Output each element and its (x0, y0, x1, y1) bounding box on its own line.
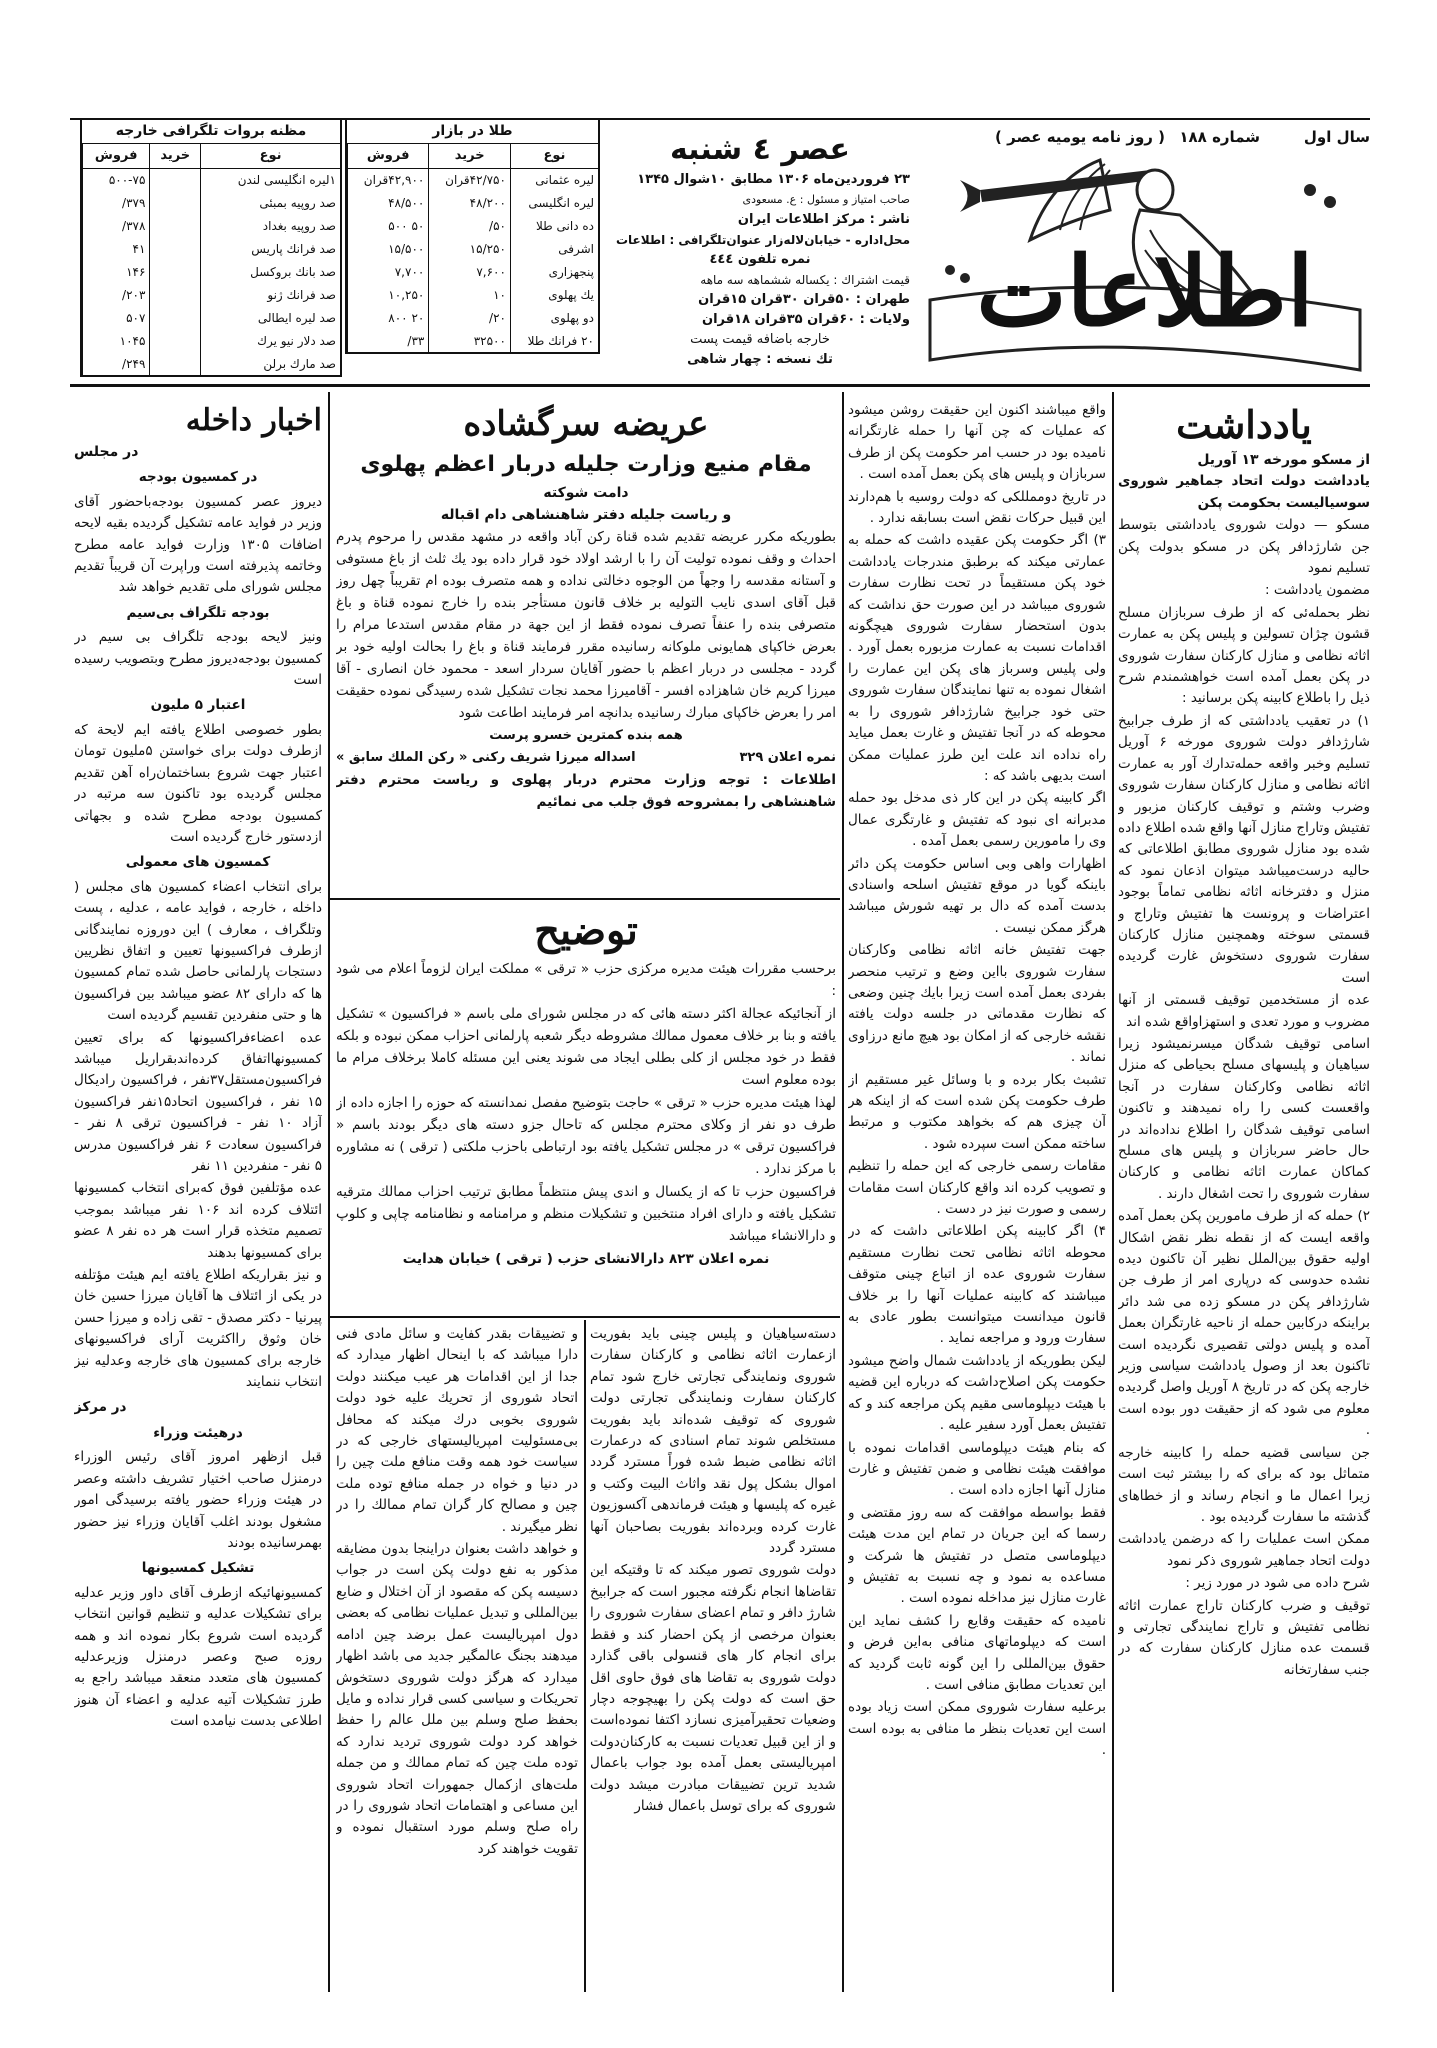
fx-cell: صد مارك برلن (201, 352, 340, 375)
demands-para: دولت شوروی تصور ميكند كه تا وقتيكه اين تقاضاها انجام نگرفته مجبور است كه جرابيخ شارژ دافر و تمام اعضای سفارت شوروی را بعنوان مرخصی از پكن احضار كند و فقط برای انجام كار های قنسولی باقی گذارد دولت شوروی به تقاضا های فوق حاوی اقل حق است كه دولت پكن را بهيچوجه دچار وضعيات تحقيرآميزی نسازد اكتفا نموده‌است و از اين قبيل تعديات نسبت به كاركنان‌دولت امپرياليستی بعمل آمده بود جواب باعمال شديد ترين تضييقات مبادرت ميشد دولت شوروی كه برای توسل باعمال فشار (590, 1562, 836, 1814)
memo-cont-para: اگر كابينه پكن در اين كار ذی مدخل بود حمله مدبرانه ای نبود كه تفتيش و غارتگری عمال وی را مامورين رسمی بعمل آمده . (848, 790, 1106, 850)
memo-cont-para: ناميده كه حقيقت وقايع را كشف نمايد اين است كه ديپلوماتهای منافی به‌اين فرض و حقوق بين‌المللی را اين گونه ثابت گرديد كه اين تعديات مطابق منافی است . (848, 1612, 1106, 1693)
fx-row (83, 214, 341, 237)
section-divider (330, 898, 840, 900)
memo-cont-para: فقط بواسطه موافقت كه سه روز مقتضی و رسما كه اين جريان در تمام اين مدت هيئت ديپلوماسی متصل در تفتيش ها شركت و مساعده به نمود و چه نسبت به تفتيش و غارت منازل نيز مداخله نموده است . (848, 1504, 1106, 1607)
fx-cell (150, 260, 201, 283)
gold-cell: ۳۳/ (348, 329, 429, 352)
memo-cont-para: تشبث بكار برده و با وسائل غير مستقيم از طرف حكومت پكن شده است كه از اينكه هر آن چيزی هم كه بخواهد مكتوب و مرتبط ساخته ممكن است سپرده شود . (848, 1071, 1106, 1152)
clarification-title: توضيح (534, 907, 638, 954)
statement-para: و تضييقات بقدر كفايت و سائل مادی فنی دارا ميباشد كه با اينحال اظهار ميدارد كه جدا از اين اقدامات هر عيب ميكنند دولت اتحاد شوروی از تحريك عليه خود دولت شوروی بخوبی درك ميكند كه محافل بی‌مسئوليت امپرياليستهای خارجی كه در سياست خود همه وقت منافع ملت چين را در دنيا و خواه در جمله منافع توده ملت چين و مصالح كار گران تمام ممالك را در نظر ميگيرند . (336, 1326, 578, 1535)
column-domestic-news (74, 400, 322, 2040)
date-line: ۲۳ فروردين‌ماه ۱۳۰۶ مطابق ۱۰شوال ۱۳۴۵ (637, 172, 910, 187)
fx-row (83, 237, 341, 260)
owner-line: صاحب امتياز و مسئول : ع. مسعودی (742, 193, 910, 206)
gold-cell: ليره انگليسی (510, 191, 598, 214)
fx-cell (150, 283, 201, 306)
petition-notice-number: نمره اعلان ۳۲۹ (739, 750, 836, 765)
memo-cont-para: اظهارات واهی وبی اساس حكومت پكن دائر باينكه گويا در موقع تفتيش اسلحه واسنادی بدست آمده كه دال بر تهيه شورش ميباشد هرگز ممكن نيست . (848, 855, 1106, 936)
gold-cell: ۲۰ فرانك طلا (510, 329, 598, 352)
news-heading: بودجه تلگراف بی‌سيم (126, 604, 270, 621)
gold-cell: يك پهلوی (510, 283, 598, 306)
gold-cell: ۱۵/۵۰۰ (348, 237, 429, 260)
memo-para: يادداشت دولت اتحاد جماهير شوروی سوسياليست بحكومت پكن (1118, 473, 1370, 511)
gold-cell: اشرفی (510, 237, 598, 260)
fx-cell: صد روپيه بغداد (201, 214, 340, 237)
clarification-para: لهذا هيئت مديره حزب « ترقی » حاجت بتوضيح مفصل نمدانسته كه حوزه را اجازه داده از طرف دو نفر از وكلای محترم مجلس كه تاحال جزو دسته های ديگر بودند باسم « فراكسيون ترقی » در مجلس تشكيل يافته بود ارتباطی باحزب ملكتی ( ترقی ) نه مشاوره با مركز ندارد . (336, 1095, 836, 1177)
gold-table-grid (347, 144, 598, 352)
fx-cell: ۴۱ (83, 237, 150, 260)
party-clarification (336, 904, 836, 1312)
memo-title: يادداشت (1176, 402, 1312, 447)
subscription-tehran: طهران : ۵۰قران ۳۰قران ۱۵قران (698, 292, 910, 307)
memo-cont-para: واقع ميباشند اكنون اين حقيقت روشن ميشود كه عمليات كه چن آنها را حمله غارتگرانه ناميده بود در حسب امر حكومت پكن از طرف سربازان و پليس های پكن بعمل آمده است . (848, 402, 1106, 483)
column-divider (842, 392, 844, 1992)
petition-salutation: دامت شوكته (543, 485, 629, 501)
gold-cell: دو پهلوی (510, 306, 598, 329)
news-para: قبل ازظهر امروز آقای رئيس الوزراء درمنزل صاحب اختيار تشريف داشته وعصر در هيئت وزراء حضور يافته برسيدگی امور مشغول بودند اغلب آقايان وزراء نيز حضور بهمرسانيده بودند (74, 1449, 322, 1551)
news-para: برای انتخاب اعضاء كمسيون های مجلس ( داخله ، خارجه ، فوايد عامه ، عدليه ، پست وتلگراف ، معارف ) اين دوروزه نمايندگانی ازطرف فراكسيونها تعيين و اتفاق نظريين دستجات پارلمانی حاصل شده تمام كمسيون ها كه دارای ۸۲ عضو ميباشد بين فراكسيون ها و حتی منفردين تقسيم گرديده است (74, 878, 322, 1024)
news-para: عده اعضاءفراكسيونها كه برای تعيين كمسيونهااتفاق كرده‌اندبقراريل ميباشد فراكسيون‌مستقل‌۳۷نفر ، فراكسيون راديكال ۱۵ نفر ، فراكسيون اتحاد۱۵نفر فراكسيون آزاد ۱۰ نفر - فراكسيون ترقی ۸ نفر - فراكسيون سعادت ۶ نفر فراكسيون مدرس ۵ نفر - منفردين ۱۱ نفر (74, 1029, 322, 1174)
memo-cont-para: جهت تفتيش خانه اثاثه نظامی وكاركنان سفارت شوروی بااين وضع و ترتيب منحصر بفردی بعمل آمده است زيرا بايك چنين وضعی كه نظارت مقدماتی در جلسه دولت يافته نقشه خارجی كه از امكان بود هيچ مانع درزاوی نماند . (848, 942, 1106, 1066)
fx-cell (150, 168, 201, 191)
subscription-head: قيمت اشتراك : يكساله ششماهه سه ماهه (700, 273, 910, 287)
fx-cell: ۲۰۳/ (83, 283, 150, 306)
petition-notice-row (336, 747, 836, 769)
clarification-para: از آنجائيكه عجالة اكثر دسته هائی كه در مجلس شورای ملی باسم « فراكسيون » تشكيل يافته و بنا بر خلاف معمول ممالك مشروطه ديگر شعبه پارلمانی احزاب ممكن نبوده و بلكه فقط در خود مجلس از كلی بطلی ايجاد می شوند يعنی اين مسئله كاملا برخلاف مرام ما بوده معلوم است (336, 1006, 836, 1088)
fx-cell: صد بانك بروكسل (201, 260, 340, 283)
petition-greeting: و رياست جليله دفتر شاهنشاهی دام اقباله (440, 507, 732, 523)
domestic-news-subtitle: در مجلس (74, 444, 139, 460)
fx-table-grid (82, 144, 340, 375)
fx-cell: ۵۰۰-۷۵ (83, 168, 150, 191)
gold-cell: ۴۸/۵۰۰ (348, 191, 429, 214)
fx-cell: صد دلار نيو يرك (201, 329, 340, 352)
phone-line: نمره تلفون ٤٤٤ (709, 252, 811, 267)
issue-number: شماره ۱۸۸ (1179, 128, 1260, 146)
gold-cell: ۴۸/۲۰۰ (429, 191, 511, 214)
petition-sign: همه بنده كمترين خسرو پرست (489, 728, 683, 743)
memo-cont-para: ۳) اگر حكومت پكن عقيده داشت كه حمله به عمارتی ميكند كه برطبق مندرجات يادداشت خود پكن مستقيماً در تحت نظارت سفارت شوروی ميباشد در اين صورت حق نداشت كه بدون استحضار سفارت شوروی هيچگونه اقدامات نسبت به عمارت مزبوره بعمل آورد . ولی پليس وسرباز های پكن اين عمارت را اشغال نموده به تنها نمايندگان سفارت شوروی حتی خود جرابيخ شارژدافر شوروی را به محوطه كه در آنجا تفتيش و غارت بعمل ميايد راه نداده اند علت اين طرز عمليات ممكن است بديهی باشد كه : (848, 532, 1106, 784)
fx-cell: ۲۴۹/ (83, 352, 150, 375)
memo-cont-para: كه بنام هيئت ديپلوماسی اقدامات نموده با موافقت هيئت نظامی و ضمن تفتيش و غارت منازل آنها اجازه داده است . (848, 1439, 1106, 1499)
gold-cell: ۵۰/ (429, 214, 511, 237)
news-heading: در مركز (74, 1399, 127, 1416)
masthead-bottom-rule (70, 384, 1370, 387)
petition-editor-note: اطلاعات : توجه وزارت محترم دربار پهلوی و رياست محترم دفتر شاهنشاهی را بمشروحه فوق جلب می نمائيم (336, 772, 836, 810)
memo-para: ۲) حمله كه از طرف مامورين پكن بعمل آمده واقعه ايست كه از نقطه نظر نقض اشكال اوليه حقوق بين‌الملل نظير آن تاكنون ديده نشده حدوسی كه درپاری امر از طرف جن شارژدافر پكن در مسكو زده می شد دائر براينكه دركابين حمله از ناحيه غارتگران بعمل آمده و پليس دولتی تقصيری نگرديده است تاكنون بعد از وصول يادداشت سياسی وزير خارجه پكن كه در تاريخ ۸ آوريل واصل گرديده معلوم می شود كه از حقيقت دور بوده است . (1118, 1208, 1370, 1439)
memo-cont-para: مقامات رسمی خارجی كه اين حمله را تنظيم و تصويب كرده اند واقع كاركنان است مقامات رسمی و صورت نيز در دست . (848, 1158, 1106, 1218)
news-heading: كمسيون های معمولی (125, 854, 271, 871)
fx-row (83, 352, 341, 375)
fx-cell: ۱۰۴۵ (83, 329, 150, 352)
memo-cont-para: ليكن بطوريكه از يادداشت شمال واضح ميشود حكومت پكن اصلاح‌داشت كه درباره اين قضيه با هيئت ديپلوماسی مقيم پكن مراجعه كند و كه تفتيش بعمل آورد سفير عليه . (848, 1352, 1106, 1434)
memo-cont-para: در تاريخ دوممللکی كه دولت روسيه با هم‌دارند اين قبيل حركات نقض است بسابقه ندارد . (848, 488, 1106, 527)
gold-col-buy: خريد (429, 144, 511, 168)
news-para: ديروز عصر كمسيون بودجه‌باحضور آقای وزير در فوايد عامه تشكيل گرديده بقيه لايحه اضافات ۱۳۰۵ وزارت فوايد عامه مطرح وخاتمه پذيرفته است وراپرت آن قريباً تقديم مجلس شورای ملی تقديم خواهد شد (74, 493, 322, 596)
fx-row (83, 306, 341, 329)
fx-col-type: نوع (201, 144, 340, 168)
domestic-news-title: اخبار داخله (185, 403, 322, 438)
office-line: محل‌اداره - خيابان‌لاله‌زار عنوان‌تلگرافی : اطلاعات (615, 233, 910, 247)
fx-cell: ۱ليره انگليسی لندن (201, 168, 340, 191)
fx-col-buy: خريد (150, 144, 201, 168)
fx-row (83, 283, 341, 306)
fx-row (83, 329, 341, 352)
memo-para: مسكو — دولت شوروی يادداشتی بتوسط جن شارژدافر پكن در مسكو بدولت پكن تسليم نمود (1118, 517, 1370, 577)
exchange-rate-table (80, 118, 342, 377)
news-para: و نيز بقراريكه اطلاع يافته ايم هيئت مؤتلفه در يكی از ائتلاف ها آقايان ميرزا حسين خان پيرنيا - دكتر مصدق - تقی زاده و ميرزا حسن خان وثوق رااكثريت آرای فراكسيونهای خارجه برای كمسيون های خارجه وعدليه نيز انتخاب ننمايند (74, 1267, 322, 1391)
gold-row (348, 214, 599, 237)
fx-cell: ۵۰۷ (83, 306, 150, 329)
gold-cell: ۲۰/ (429, 306, 511, 329)
gold-cell: ۴۲/۷۵۰قران (429, 168, 511, 191)
gold-cell: ليره عثمانی (510, 168, 598, 191)
masthead-title: اطلاعات (976, 235, 1314, 348)
gold-row (348, 283, 599, 306)
fx-cell: صد روپيه بمبئی (201, 191, 340, 214)
news-para: بطور خصوصی اطلاع يافته ايم لايحة كه ازطرف دولت برای خواستن ۵مليون تومان اعتبار جهت شروع بساختمان‌راه آهن تقديم مجلس گرديده بود تاكنون سه مرتبه در كمسيون بودجه مطرح شده و بجهاتی ازدستور خارج گرديده است (74, 721, 322, 845)
gold-col-type: نوع (510, 144, 598, 168)
fx-cell: ۳۷۹/ (83, 191, 150, 214)
fx-col-sell: فروش (83, 144, 150, 168)
memo-subtitle: از مسكو مورخه ۱۳ آوريل (1197, 452, 1370, 468)
daily-note: ( روز نامه يوميه عصر ) (995, 128, 1165, 146)
news-para: كمسيونهائيكه ازطرف آقای داور وزير عدليه برای تشكيلات عدليه و تنظيم قوانين انتخاب گرديده است شروع بكار نموده اند و همه روزه صبح وعصر درمنزل وزيرعدليه كمسيون های متعدد منعقد ميباشد راجع به طرز تشكيلات آتيه عدليه و اعضاء آن هنوز اطلاعی بدست نيامده است (74, 1584, 322, 1730)
clarification-para: فراكسيون حزب تا كه از يكسال و اندی پيش منتظماً مطابق ترتيب احزاب ممالك مترقيه تشكيل يافته و دارای افراد منتخبين و تشكيلات منظم و مرامنامه و نظامنامه چاپی و كلوپ و دارالانشاء ميباشد (336, 1184, 836, 1244)
column-divider (1112, 392, 1114, 1992)
fx-cell (150, 352, 201, 375)
publication-info (610, 130, 910, 380)
memo-para: شرح داده می شود در مورد زير : (1185, 1575, 1370, 1592)
column-demands (590, 1324, 836, 2040)
news-heading: اعتبار ۵ مليون (150, 697, 246, 714)
fx-row (83, 260, 341, 283)
memo-para: اسامی توقيف شدگان ميسرنميشود زيرا سياهيان و پليسهای مسلح بحياطی كه منزل اثاثه نظامی وكاركنان سفارت در آنجا واقعست كسی را راه نميدهند و تاكنون اسامی توقيف شدگان را اطلاع نداده‌اند در حال حاضر سربازان و پليس های مسلح كماكان عمارت اثاثه نظامی و كاركنان سفارت شوروی را تحت اشغال دارند . (1118, 1035, 1370, 1202)
news-heading: درهيئت وزراء (153, 1424, 243, 1441)
gold-row (348, 237, 599, 260)
memo-cont-para: برعليه سفارت شوروی ممكن است زياد بوده است اين تعديات بنظر ما منافی به بوده است . (848, 1699, 1106, 1759)
fx-cell: صد فرانك ژنو (201, 283, 340, 306)
gold-cell: ۷,۶۰۰ (429, 260, 511, 283)
fx-cell (150, 191, 201, 214)
single-copy-price: تك نسخه : چهار شاهی (687, 352, 833, 367)
memo-para: ممكن است عمليات را كه درضمن يادداشت دولت اتحاد جماهير شوروی ذکر نمود (1118, 1531, 1370, 1569)
column-soviet-statement (336, 1324, 578, 2040)
memo-para: ۱) در تعقيب يادداشتی كه از طرف جرابيخ شارژدافر دولت شوروی مورخه ۶ آوريل تسليم وخبر واقعه حمله‌تدارك آور به عمارت اثاثه نظامی و منازل كاركنان سفارت شوروی وضرب وشتم و توقيف كاركنان مزبور و تفتيش وتاراج منازل آنها واقع شده اطلاع داده شده بود منازل شوروی مطابق اطلاعاتی كه حاليه درست‌ميباشد ميتوان اذعان نمود كه منزل و دفترخانه اثاثه نظامی تماماً بوجود اعتراضات و پرونست ها تفتيش وتاراج و قسمتی سوخته وهمچنين منازل كاركنان سفارت شوروی دستخوش غارت گرديده است (1118, 712, 1370, 986)
column-divider (328, 392, 330, 1992)
news-heading: تشكيل كمسيونها (141, 1560, 255, 1577)
clarification-intro: برحسب مقررات هيئت مديره مركزی حزب « ترقی » مملكت ايران لزوماً اعلام می شود : (336, 961, 836, 999)
gold-cell: ۱۵/۲۵۰ (429, 237, 511, 260)
fx-cell (150, 306, 201, 329)
gold-row (348, 329, 599, 352)
fx-cell: صد ليره ايطالی (201, 306, 340, 329)
section-divider (330, 1316, 840, 1318)
gold-row (348, 260, 599, 283)
fx-row (83, 191, 341, 214)
fx-cell (150, 237, 201, 260)
year-label: سال اول (1303, 128, 1370, 146)
gold-cell: پنجهزاری (510, 260, 598, 283)
fx-cell (150, 214, 201, 237)
subscription-abroad: خارجه باضافه قيمت پست (690, 332, 830, 347)
gold-cell: ۷,۷۰۰ (348, 260, 429, 283)
memo-para: نظر بحمله‌ئی كه از طرف سربازان مسلح قشون چژان تسولين و پليس پكن به عمارت اثاثه نظامی و منازل كاركنان سفارت شوروی در پكن بعمل آمده است خواهشمندم شرح ذيل را باطلاع كابينه پكن برسانيد : (1118, 604, 1370, 707)
edition-day: عصر ٤ شنبه (669, 132, 851, 167)
fx-cell: ۳۷۸/ (83, 214, 150, 237)
gold-table-caption: طلا در بازار (347, 120, 598, 144)
petition-addressee: مقام منيع وزارت جليله دربار اعظم پهلوی (360, 452, 812, 477)
memo-para: عده از مستخدمين توقيف قسمتی از آنها مضروب و مورد تعدی و استهزاواقع شده اند (1118, 992, 1370, 1030)
gold-cell: ده دانی طلا (510, 214, 598, 237)
fx-cell (150, 329, 201, 352)
gold-cell: ۳۲۵۰۰ (429, 329, 511, 352)
gold-cell: ۱۰,۲۵۰ (348, 283, 429, 306)
gold-cell: ۱۰ (429, 283, 511, 306)
gold-price-table (345, 118, 600, 354)
news-heading: در كمسيون بودجه (138, 469, 258, 486)
memo-para: توقيف و ضرب كاركنان تاراج عمارت اثاثه نظامی تفتيش و تاراج نمايندگی تجارتی و قسمت عده منازل كاركنان سفارت كه در جنب سفارتخانه (1118, 1597, 1370, 1678)
gold-cell: ۲۰ ۸۰۰ (348, 306, 429, 329)
open-petition (336, 400, 836, 894)
gold-col-sell: فروش (348, 144, 429, 168)
fx-row (83, 168, 341, 191)
petition-signer: اسداله ميرزا شريف ركنی « ركن الملك سابق » (336, 750, 636, 765)
demands-para: دسته‌سياهيان و پليس چينی بايد بفوريت ازعمارت اثاثه نظامی و كاركنان سفارت شوروی ونمايندگی تجارتی خارج شود تمام كاركنان سفارت ونمايندگی تجارتی دولت شوروی كه توقيف شده‌اند بايد بفوريت مستخلص شوند تمام اسنادی كه درعمارت اثاثه نظامی ضبط شده فوراً مسترد گردد اموال بشكل پول نقد واثاث البيت وكتب و غيره كه پليسها و هيئت فرماندهی آكسوزيون غارت كرده وبرده‌اند بفوريت بصاحبان آنها مسترد گردد (590, 1326, 836, 1557)
petition-body: بطوريكه مكرر عريضه تقديم شده قناة ركن آباد واقعه در مشهد مقدس را مرحوم پدرم احداث و وقف نموده توليت آن را با ارشد اولاد خود قرار داده بود يك ثلث از باغ مستوفی و آستانه مقدسه را وجهاً من الوجوه دخالتی نداده و همه متصرف بوده ام تقريباً چهل روز قبل آقای اسدی نايب التوليه بر خلاف قانون مستأجر بنده را خارج نموده قناة و باغ متصرفی بنده را عنفاً تصرف نموده فقط از اين جهة در مقام مقدس استدعا مرام را بعرض خاكپای همايونی ملوكانه رسانيده مقرر فرمايند قناة و باغ را بحالت اوليه خود بر گردد - مجلسی در دربار اعظم با حضور آقايان سردار اسعد - محمود خان انصاری - آقا ميرزا كريم خان شاهزاده افسر - آقاميرزا محمد نجات تشكيل شده رسيدگی نموده حقيقت امر را بعرض خاكپای مبارك رسانيده بدانچه امر فرمايند اطاعت شود (336, 529, 836, 721)
memo-para: جن سياسی قضيه حمله را كابينه خارجه متماثل بود كه برای كه را بيشتر ثبت است زيرا اعمال ما و انجام رساند و از خطاهای گذشته ما سفارت گرديده بود . (1118, 1444, 1370, 1525)
fx-table-caption: مظنه بروات تلگرافی خارجه (82, 120, 340, 144)
gold-cell: ۵۰ ۵۰۰ (348, 214, 429, 237)
memo-cont-para: ۴) اگر كابينه پكن اطلاعاتی داشت كه در محوطه اثاثه نظامی تحت نظارت مستقيم سفارت شوروی عده از اتباع چينی متوقف ميباشند كه كابينه عمليات آنها را بر خلاف قانون ميدانست ميتوانست بطور عادی به سفارت ورود و مراجعه نمايد . (848, 1223, 1106, 1347)
column-memorandum (1118, 400, 1370, 2040)
gold-row (348, 191, 599, 214)
subscription-provinces: ولايات : ۶۰قران ۳۵قران ۱۸قران (702, 312, 910, 327)
clarification-notice: نمره اعلان ۸۲۳ دارالانشای حزب ( ترقی ) خيابان هدايت (402, 1251, 770, 1267)
petition-title: عريضه سرگشاده (463, 404, 709, 444)
statement-para: و خواهد داشت بعنوان دراينجا بدون مضايقه مذكور به نفع دولت پكن است در جواب دسيسه پكن كه مقصود از آن اختلال و ضايع بين‌المللی و تبديل عمليات نظامی كه بعضی دول امپرياليست عمل برضد چين ادامه ميدهند بجنگ عالمگير جديد می باشد اظهار ميدارد كه هرگز دولت شوروی دستخوش تحريكات و سياسی كسی قرار نداده و مايل بحفظ صلح وسلم بين ملل عالم را حفظ خواهد كرد دولت شوروی ترديد ندارد كه توده ملت چين كه تمام ممالك و من جمله ملت‌های ازكمال جمهورات اتحاد شوروی اين مساعی و اهتمامات اتحاد شوروی را در راه صلح وسلم مورد استقبال نموده و تقويت خواهند كرد (336, 1541, 578, 1857)
publisher-line: ناشر : مركز اطلاعات ايران (737, 212, 910, 227)
gold-cell: ۴۲,۹۰۰قران (348, 168, 429, 191)
gold-row (348, 306, 599, 329)
gold-row (348, 168, 599, 191)
memo-para: مضمون يادداشت : (1265, 582, 1370, 599)
column-memorandum-continued (848, 400, 1106, 2040)
fx-cell: ۱۴۶ (83, 260, 150, 283)
fx-cell: صد فرانك پاريس (201, 237, 340, 260)
column-divider (584, 1320, 586, 1992)
news-para: ونيز لايحه بودجه تلگراف بی سيم در كمسيون بودجه‌ديروز مطرح وبتصويب رسيده است (74, 629, 322, 689)
news-para: عده مؤتلفين فوق كه‌برای انتخاب كمسيونها ائتلاف كرده اند ۱۰۶ نفر ميباشد بموجب تصميم متخذه قرار است هر ده نفر ۸ عضو برای كمسيونها بدهند (74, 1180, 322, 1261)
